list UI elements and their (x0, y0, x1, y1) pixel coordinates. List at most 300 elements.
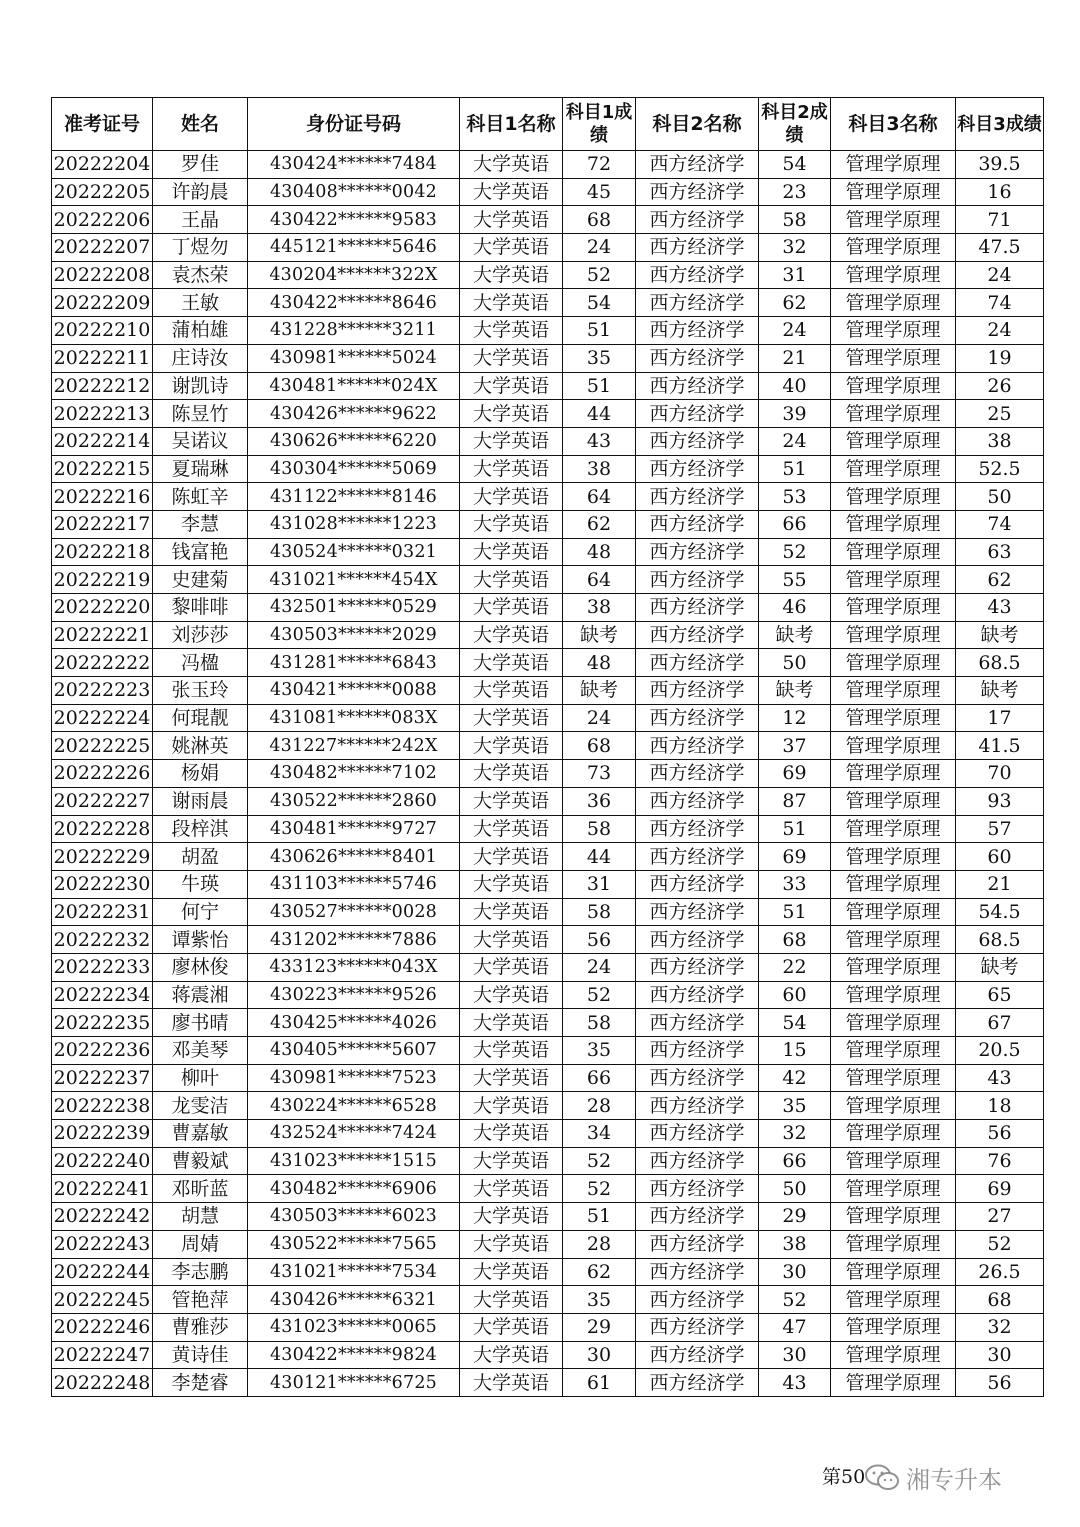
id-number-cell: 431021******454X (248, 566, 460, 594)
subject2-name-cell: 西方经济学 (636, 510, 759, 538)
subject3-name-cell: 管理学原理 (831, 317, 956, 345)
id-number-cell: 431081******083X (248, 704, 460, 732)
subject1-score-cell: 缺考 (563, 621, 636, 649)
subject2-score-cell: 66 (759, 510, 831, 538)
id-number-cell: 431023******1515 (248, 1147, 460, 1175)
name-cell: 吴诺议 (153, 427, 248, 455)
name-cell: 张玉玲 (153, 677, 248, 705)
subject2-score-cell: 15 (759, 1037, 831, 1065)
subject1-name-cell: 大学英语 (460, 234, 563, 262)
table-row (52, 870, 1044, 898)
name-cell: 管艳萍 (153, 1286, 248, 1314)
subject2-name-cell: 西方经济学 (636, 677, 759, 705)
subject2-score-cell: 12 (759, 704, 831, 732)
id-number-cell: 430422******9583 (248, 206, 460, 234)
table-row (52, 704, 1044, 732)
name-cell: 陈昱竹 (153, 400, 248, 428)
subject2-score-cell: 47 (759, 1313, 831, 1341)
subject1-score-cell: 58 (563, 815, 636, 843)
subject2-score-cell: 24 (759, 427, 831, 455)
subject3-score-cell: 32 (956, 1313, 1044, 1341)
subject2-name-cell: 西方经济学 (636, 289, 759, 317)
subject1-name-cell: 大学英语 (460, 1286, 563, 1314)
subject3-name-cell: 管理学原理 (831, 372, 956, 400)
subject1-score-cell: 24 (563, 704, 636, 732)
subject3-score-cell: 69 (956, 1175, 1044, 1203)
subject3-name-cell: 管理学原理 (831, 594, 956, 622)
name-cell: 蒲柏雄 (153, 317, 248, 345)
subject1-name-cell: 大学英语 (460, 843, 563, 871)
subject2-name-cell: 西方经济学 (636, 372, 759, 400)
subject3-name-cell: 管理学原理 (831, 898, 956, 926)
subject2-score-cell: 39 (759, 400, 831, 428)
subject2-name-cell: 西方经济学 (636, 538, 759, 566)
table-row (52, 538, 1044, 566)
header-id-number: 身份证号码 (248, 98, 460, 151)
subject2-score-cell: 缺考 (759, 621, 831, 649)
subject1-name-cell: 大学英语 (460, 981, 563, 1009)
subject3-score-cell: 38 (956, 427, 1044, 455)
id-number-cell: 430424******7484 (248, 151, 460, 179)
subject2-score-cell: 69 (759, 843, 831, 871)
subject3-name-cell: 管理学原理 (831, 289, 956, 317)
subject1-name-cell: 大学英语 (460, 677, 563, 705)
exam-id-cell: 20222235 (52, 1009, 153, 1037)
subject1-score-cell: 64 (563, 483, 636, 511)
id-number-cell: 433123******043X (248, 953, 460, 981)
subject3-name-cell: 管理学原理 (831, 261, 956, 289)
name-cell: 黎啡啡 (153, 594, 248, 622)
exam-id-cell: 20222233 (52, 953, 153, 981)
name-cell: 何琨靓 (153, 704, 248, 732)
subject1-name-cell: 大学英语 (460, 953, 563, 981)
subject1-name-cell: 大学英语 (460, 1147, 563, 1175)
subject2-score-cell: 52 (759, 538, 831, 566)
subject2-score-cell: 60 (759, 981, 831, 1009)
exam-id-cell: 20222222 (52, 649, 153, 677)
id-number-cell: 430524******0321 (248, 538, 460, 566)
subject3-name-cell: 管理学原理 (831, 1203, 956, 1231)
subject1-score-cell: 38 (563, 455, 636, 483)
subject3-name-cell: 管理学原理 (831, 787, 956, 815)
subject1-score-cell: 48 (563, 538, 636, 566)
subject2-name-cell: 西方经济学 (636, 455, 759, 483)
table-row (52, 898, 1044, 926)
subject2-score-cell: 43 (759, 1369, 831, 1397)
subject1-name-cell: 大学英语 (460, 1064, 563, 1092)
header-subject1-score: 科目1成绩 (563, 98, 636, 151)
subject2-score-cell: 51 (759, 455, 831, 483)
table-row (52, 1313, 1044, 1341)
exam-id-cell: 20222234 (52, 981, 153, 1009)
exam-id-cell: 20222217 (52, 510, 153, 538)
subject3-name-cell: 管理学原理 (831, 677, 956, 705)
subject1-score-cell: 44 (563, 400, 636, 428)
table-row (52, 344, 1044, 372)
subject3-name-cell: 管理学原理 (831, 760, 956, 788)
table-row (52, 261, 1044, 289)
subject3-score-cell: 21 (956, 870, 1044, 898)
table-row (52, 1203, 1044, 1231)
subject2-score-cell: 53 (759, 483, 831, 511)
subject3-name-cell: 管理学原理 (831, 1286, 956, 1314)
id-number-cell: 431023******0065 (248, 1313, 460, 1341)
subject1-score-cell: 35 (563, 1286, 636, 1314)
subject1-name-cell: 大学英语 (460, 787, 563, 815)
subject2-score-cell: 32 (759, 1120, 831, 1148)
id-number-cell: 430204******322X (248, 261, 460, 289)
subject3-name-cell: 管理学原理 (831, 455, 956, 483)
exam-id-cell: 20222212 (52, 372, 153, 400)
table-row (52, 1037, 1044, 1065)
name-cell: 廖林俊 (153, 953, 248, 981)
subject1-name-cell: 大学英语 (460, 1009, 563, 1037)
subject3-score-cell: 52.5 (956, 455, 1044, 483)
id-number-cell: 431021******7534 (248, 1258, 460, 1286)
subject1-name-cell: 大学英语 (460, 400, 563, 428)
name-cell: 何宁 (153, 898, 248, 926)
subject3-name-cell: 管理学原理 (831, 1009, 956, 1037)
subject3-score-cell: 18 (956, 1092, 1044, 1120)
subject2-score-cell: 30 (759, 1258, 831, 1286)
name-cell: 李慧 (153, 510, 248, 538)
subject2-score-cell: 33 (759, 870, 831, 898)
subject3-name-cell: 管理学原理 (831, 1037, 956, 1065)
id-number-cell: 432524******7424 (248, 1120, 460, 1148)
subject2-name-cell: 西方经济学 (636, 206, 759, 234)
subject2-score-cell: 68 (759, 926, 831, 954)
subject3-name-cell: 管理学原理 (831, 234, 956, 262)
subject2-name-cell: 西方经济学 (636, 1147, 759, 1175)
subject2-name-cell: 西方经济学 (636, 1064, 759, 1092)
subject1-score-cell: 38 (563, 594, 636, 622)
exam-id-cell: 20222229 (52, 843, 153, 871)
subject3-score-cell: 39.5 (956, 151, 1044, 179)
subject1-score-cell: 62 (563, 510, 636, 538)
exam-id-cell: 20222244 (52, 1258, 153, 1286)
exam-id-cell: 20222208 (52, 261, 153, 289)
subject3-score-cell: 54.5 (956, 898, 1044, 926)
subject1-score-cell: 52 (563, 981, 636, 1009)
subject2-name-cell: 西方经济学 (636, 898, 759, 926)
watermark-text: 湘专升本 (906, 1466, 1002, 1494)
table-row (52, 843, 1044, 871)
table-row (52, 317, 1044, 345)
subject3-score-cell: 43 (956, 1064, 1044, 1092)
header-name: 姓名 (153, 98, 248, 151)
table-row (52, 1147, 1044, 1175)
subject2-score-cell: 31 (759, 261, 831, 289)
subject1-score-cell: 62 (563, 1258, 636, 1286)
name-cell: 罗佳 (153, 151, 248, 179)
subject3-score-cell: 56 (956, 1369, 1044, 1397)
exam-id-cell: 20222227 (52, 787, 153, 815)
subject1-score-cell: 24 (563, 234, 636, 262)
name-cell: 邓美琴 (153, 1037, 248, 1065)
subject3-score-cell: 20.5 (956, 1037, 1044, 1065)
exam-id-cell: 20222241 (52, 1175, 153, 1203)
name-cell: 许韵晨 (153, 178, 248, 206)
subject2-name-cell: 西方经济学 (636, 1037, 759, 1065)
subject3-name-cell: 管理学原理 (831, 1341, 956, 1369)
exam-id-cell: 20222243 (52, 1230, 153, 1258)
subject3-score-cell: 74 (956, 510, 1044, 538)
subject1-score-cell: 73 (563, 760, 636, 788)
subject1-name-cell: 大学英语 (460, 1037, 563, 1065)
subject1-name-cell: 大学英语 (460, 1175, 563, 1203)
table-row (52, 760, 1044, 788)
name-cell: 曹嘉敏 (153, 1120, 248, 1148)
table-row (52, 455, 1044, 483)
subject3-name-cell: 管理学原理 (831, 1230, 956, 1258)
subject2-score-cell: 51 (759, 815, 831, 843)
subject2-score-cell: 58 (759, 206, 831, 234)
subject1-score-cell: 48 (563, 649, 636, 677)
subject1-score-cell: 51 (563, 317, 636, 345)
subject1-name-cell: 大学英语 (460, 317, 563, 345)
subject1-score-cell: 54 (563, 289, 636, 317)
name-cell: 夏瑞琳 (153, 455, 248, 483)
subject2-score-cell: 35 (759, 1092, 831, 1120)
name-cell: 史建菊 (153, 566, 248, 594)
name-cell: 柳叶 (153, 1064, 248, 1092)
subject3-name-cell: 管理学原理 (831, 704, 956, 732)
subject1-name-cell: 大学英语 (460, 261, 563, 289)
subject3-name-cell: 管理学原理 (831, 1120, 956, 1148)
subject3-name-cell: 管理学原理 (831, 538, 956, 566)
table-row (52, 649, 1044, 677)
subject3-score-cell: 93 (956, 787, 1044, 815)
subject2-name-cell: 西方经济学 (636, 815, 759, 843)
subject3-score-cell: 52 (956, 1230, 1044, 1258)
subject2-name-cell: 西方经济学 (636, 843, 759, 871)
subject3-score-cell: 缺考 (956, 621, 1044, 649)
subject1-score-cell: 35 (563, 344, 636, 372)
subject3-name-cell: 管理学原理 (831, 649, 956, 677)
table-row (52, 400, 1044, 428)
subject3-score-cell: 25 (956, 400, 1044, 428)
name-cell: 牛瑛 (153, 870, 248, 898)
exam-id-cell: 20222237 (52, 1064, 153, 1092)
id-number-cell: 430481******9727 (248, 815, 460, 843)
exam-id-cell: 20222242 (52, 1203, 153, 1231)
exam-id-cell: 20222206 (52, 206, 153, 234)
subject1-name-cell: 大学英语 (460, 372, 563, 400)
name-cell: 周婧 (153, 1230, 248, 1258)
id-number-cell: 430421******0088 (248, 677, 460, 705)
subject1-name-cell: 大学英语 (460, 289, 563, 317)
subject3-score-cell: 27 (956, 1203, 1044, 1231)
subject1-name-cell: 大学英语 (460, 704, 563, 732)
subject1-name-cell: 大学英语 (460, 732, 563, 760)
id-number-cell: 430503******6023 (248, 1203, 460, 1231)
subject3-score-cell: 41.5 (956, 732, 1044, 760)
table-row (52, 1092, 1044, 1120)
subject2-score-cell: 24 (759, 317, 831, 345)
exam-id-cell: 20222246 (52, 1313, 153, 1341)
header-subject1-name: 科目1名称 (460, 98, 563, 151)
subject1-score-cell: 34 (563, 1120, 636, 1148)
subject1-score-cell: 68 (563, 732, 636, 760)
table-row (52, 234, 1044, 262)
id-number-cell: 431028******1223 (248, 510, 460, 538)
subject1-name-cell: 大学英语 (460, 483, 563, 511)
table-row (52, 372, 1044, 400)
name-cell: 胡盈 (153, 843, 248, 871)
exam-id-cell: 20222236 (52, 1037, 153, 1065)
header-subject2-name: 科目2名称 (636, 98, 759, 151)
name-cell: 谭紫怡 (153, 926, 248, 954)
subject2-score-cell: 32 (759, 234, 831, 262)
subject1-score-cell: 30 (563, 1341, 636, 1369)
id-number-cell: 430626******6220 (248, 427, 460, 455)
subject2-score-cell: 22 (759, 953, 831, 981)
name-cell: 李志鹏 (153, 1258, 248, 1286)
subject1-name-cell: 大学英语 (460, 538, 563, 566)
name-cell: 谢凯诗 (153, 372, 248, 400)
page-footer: 第50 (822, 1466, 866, 1488)
subject3-name-cell: 管理学原理 (831, 566, 956, 594)
subject3-name-cell: 管理学原理 (831, 344, 956, 372)
name-cell: 丁煜勿 (153, 234, 248, 262)
exam-id-cell: 20222230 (52, 870, 153, 898)
subject1-name-cell: 大学英语 (460, 1341, 563, 1369)
exam-id-cell: 20222240 (52, 1147, 153, 1175)
exam-id-cell: 20222247 (52, 1341, 153, 1369)
subject1-score-cell: 35 (563, 1037, 636, 1065)
subject1-score-cell: 51 (563, 1203, 636, 1231)
subject1-name-cell: 大学英语 (460, 760, 563, 788)
table-body (52, 151, 1044, 1397)
subject3-name-cell: 管理学原理 (831, 926, 956, 954)
subject2-score-cell: 37 (759, 732, 831, 760)
table-row (52, 732, 1044, 760)
subject1-name-cell: 大学英语 (460, 1369, 563, 1397)
name-cell: 龙雯洁 (153, 1092, 248, 1120)
table-row (52, 1009, 1044, 1037)
subject1-name-cell: 大学英语 (460, 1203, 563, 1231)
table-row (52, 1286, 1044, 1314)
name-cell: 钱富艳 (153, 538, 248, 566)
subject3-score-cell: 56 (956, 1120, 1044, 1148)
subject2-name-cell: 西方经济学 (636, 483, 759, 511)
subject3-score-cell: 70 (956, 760, 1044, 788)
subject1-score-cell: 45 (563, 178, 636, 206)
subject3-name-cell: 管理学原理 (831, 1258, 956, 1286)
subject2-name-cell: 西方经济学 (636, 1258, 759, 1286)
table-row (52, 1120, 1044, 1148)
subject1-score-cell: 29 (563, 1313, 636, 1341)
id-number-cell: 430482******6906 (248, 1175, 460, 1203)
id-number-cell: 430981******7523 (248, 1064, 460, 1092)
exam-id-cell: 20222204 (52, 151, 153, 179)
id-number-cell: 430223******9526 (248, 981, 460, 1009)
subject2-name-cell: 西方经济学 (636, 1120, 759, 1148)
header-subject2-score: 科目2成绩 (759, 98, 831, 151)
subject3-name-cell: 管理学原理 (831, 732, 956, 760)
table-row (52, 594, 1044, 622)
subject2-name-cell: 西方经济学 (636, 1286, 759, 1314)
table-row (52, 427, 1044, 455)
subject1-score-cell: 36 (563, 787, 636, 815)
subject2-name-cell: 西方经济学 (636, 261, 759, 289)
name-cell: 王敏 (153, 289, 248, 317)
id-number-cell: 431281******6843 (248, 649, 460, 677)
subject1-score-cell: 28 (563, 1092, 636, 1120)
subject2-score-cell: 87 (759, 787, 831, 815)
subject2-name-cell: 西方经济学 (636, 1313, 759, 1341)
subject1-name-cell: 大学英语 (460, 870, 563, 898)
subject1-score-cell: 43 (563, 427, 636, 455)
id-number-cell: 430481******024X (248, 372, 460, 400)
id-number-cell: 430121******6725 (248, 1369, 460, 1397)
table-row (52, 1230, 1044, 1258)
table-row (52, 815, 1044, 843)
subject2-name-cell: 西方经济学 (636, 1175, 759, 1203)
subject3-name-cell: 管理学原理 (831, 621, 956, 649)
exam-id-cell: 20222215 (52, 455, 153, 483)
id-number-cell: 431227******242X (248, 732, 460, 760)
subject3-name-cell: 管理学原理 (831, 483, 956, 511)
subject2-score-cell: 52 (759, 1286, 831, 1314)
id-number-cell: 430422******9824 (248, 1341, 460, 1369)
id-number-cell: 432501******0529 (248, 594, 460, 622)
exam-id-cell: 20222214 (52, 427, 153, 455)
exam-id-cell: 20222219 (52, 566, 153, 594)
name-cell: 李楚睿 (153, 1369, 248, 1397)
subject3-score-cell: 50 (956, 483, 1044, 511)
id-number-cell: 431202******7886 (248, 926, 460, 954)
id-number-cell: 430503******2029 (248, 621, 460, 649)
subject3-name-cell: 管理学原理 (831, 1147, 956, 1175)
subject2-score-cell: 66 (759, 1147, 831, 1175)
table-row (52, 677, 1044, 705)
subject3-score-cell: 60 (956, 843, 1044, 871)
subject1-score-cell: 58 (563, 1009, 636, 1037)
exam-id-cell: 20222232 (52, 926, 153, 954)
subject3-name-cell: 管理学原理 (831, 1313, 956, 1341)
table-row (52, 510, 1044, 538)
subject3-score-cell: 74 (956, 289, 1044, 317)
subject1-score-cell: 64 (563, 566, 636, 594)
exam-id-cell: 20222221 (52, 621, 153, 649)
subject1-name-cell: 大学英语 (460, 1313, 563, 1341)
table-row (52, 926, 1044, 954)
subject3-name-cell: 管理学原理 (831, 843, 956, 871)
id-number-cell: 430527******0028 (248, 898, 460, 926)
subject3-score-cell: 65 (956, 981, 1044, 1009)
subject1-score-cell: 31 (563, 870, 636, 898)
exam-id-cell: 20222245 (52, 1286, 153, 1314)
subject2-score-cell: 42 (759, 1064, 831, 1092)
name-cell: 廖书晴 (153, 1009, 248, 1037)
subject2-name-cell: 西方经济学 (636, 732, 759, 760)
subject2-score-cell: 29 (759, 1203, 831, 1231)
subject2-name-cell: 西方经济学 (636, 1009, 759, 1037)
subject2-score-cell: 23 (759, 178, 831, 206)
id-number-cell: 430224******6528 (248, 1092, 460, 1120)
id-number-cell: 430426******6321 (248, 1286, 460, 1314)
subject3-name-cell: 管理学原理 (831, 1369, 956, 1397)
subject2-name-cell: 西方经济学 (636, 704, 759, 732)
subject2-name-cell: 西方经济学 (636, 566, 759, 594)
table-row (52, 178, 1044, 206)
table-row (52, 1341, 1044, 1369)
subject3-score-cell: 26.5 (956, 1258, 1044, 1286)
subject3-score-cell: 47.5 (956, 234, 1044, 262)
subject3-name-cell: 管理学原理 (831, 1092, 956, 1120)
name-cell: 黄诗佳 (153, 1341, 248, 1369)
